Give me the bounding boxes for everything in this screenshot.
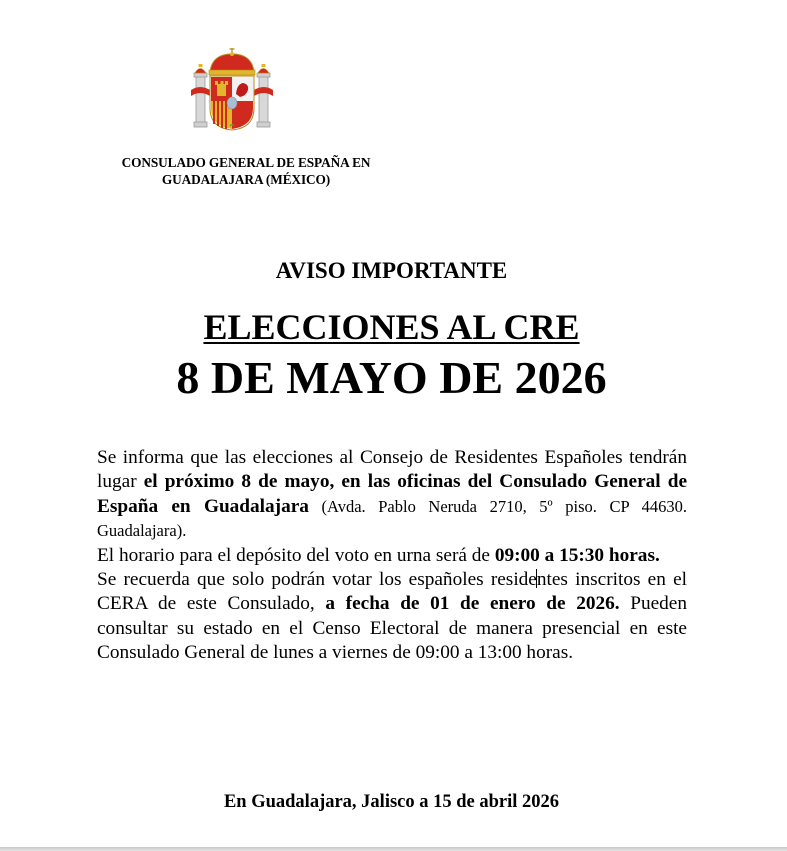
election-date-title: 8 DE MAYO DE 2026 [176, 352, 607, 403]
bold-location: el próximo 8 de mayo, en las oficinas del Consulado General de España en Guadalajara [97, 471, 687, 517]
notice-body[interactable] [97, 446, 687, 666]
text-span: Se informa que las elecciones al Consejo de Residentes Españoles tendrán lugar [97, 447, 687, 493]
consulate-header-line2: GUADALAJARA (MÉXICO) [161, 172, 331, 187]
spain-coat-of-arms-icon [190, 46, 274, 134]
address-text: (Avda. Pablo Neruda 2710, 5º piso. CP 44630. Guadalajara). [97, 496, 688, 541]
text-span: El horario para el depósito del voto en urna será de [97, 544, 495, 566]
consulate-header [100, 154, 392, 188]
text-span: Pueden consultar su estado en el Censo Electoral de manera presencial en este Consulado General de lunes a viernes de 09:00 a 13:00 horas. [97, 593, 687, 664]
bold-cutoff-date: a fecha de 01 de enero de 2026. [325, 593, 620, 615]
notice-label: AVISO IMPORTANTE [275, 258, 508, 283]
elections-title-text: ELECCIONES AL CRE [203, 307, 580, 347]
bold-hours: 09:00 a 15:30 horas. [494, 544, 660, 566]
consulate-header-line1: CONSULADO GENERAL DE ESPAÑA EN [121, 155, 371, 170]
paragraph-eligibility [97, 568, 687, 666]
text-span: ntes inscritos en el CERA de este Consulado, [97, 569, 687, 615]
page-bottom-edge [0, 847, 787, 851]
signature-place-date: En Guadalajara, Jalisco a 15 de abril 2026 [223, 792, 560, 812]
elections-title [0, 305, 783, 349]
paragraph-election-location [97, 446, 687, 544]
text-span: Se recuerda que solo podrán votar los españoles reside [97, 569, 537, 591]
paragraph-voting-hours [97, 544, 687, 568]
